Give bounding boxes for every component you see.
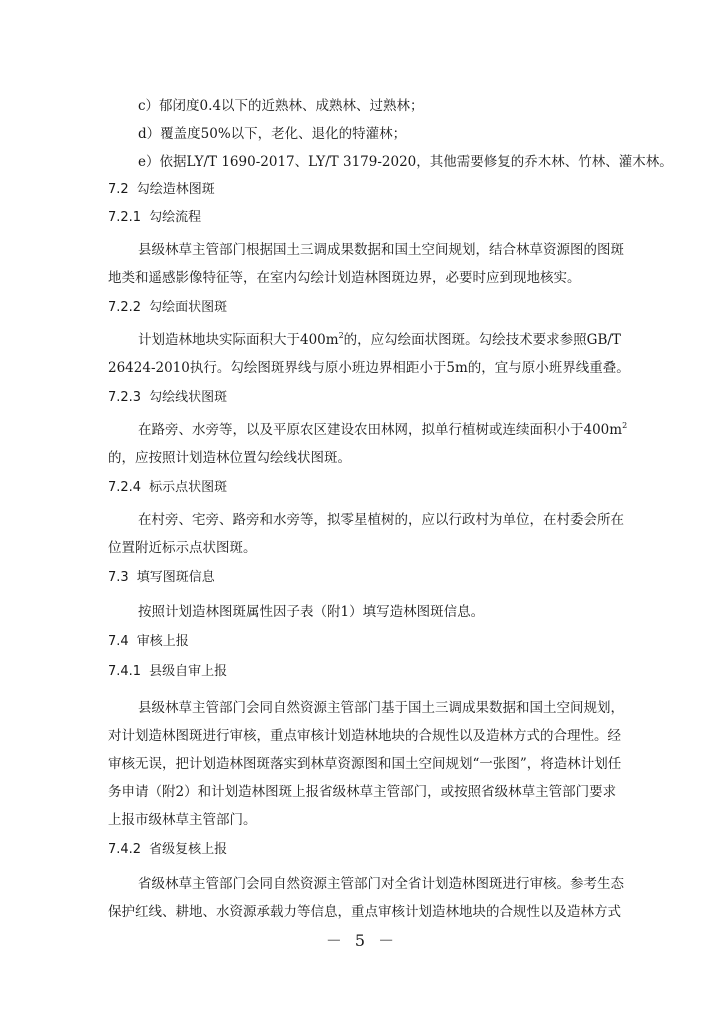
- paragraph-line: 计划造林地块实际面积大于$400m^2$的，应勾绘面状图斑。勾绘技术要求参照GB/T: [138, 331, 621, 348]
- paragraph-line: 省级林草主管部门会同自然资源主管部门对全省计划造林图斑进行审核。参考生态: [138, 876, 624, 892]
- section-number: 7.2.4: [108, 480, 142, 495]
- section-heading-7-4-1: [108, 662, 227, 682]
- section-number: 7.2.1: [108, 210, 142, 225]
- list-item-d: d）覆盖度50%以下，老化、退化的特灌林；: [138, 126, 407, 142]
- section-heading-7-2-1: [108, 208, 201, 228]
- paragraph-line: 保护红线、耕地、水资源承载力等信息，重点审核计划造林地块的合规性以及造林方式: [108, 904, 621, 920]
- section-heading-7-4: [108, 632, 189, 652]
- page-number: － 5 －: [325, 931, 399, 950]
- section-number: 7.4.1: [108, 664, 142, 679]
- section-title: 审核上报: [136, 634, 189, 649]
- section-title: 勾绘面状图斑: [149, 300, 228, 315]
- list-item-c: c）郁闭度0.4以下的近熟林、成熟林、过熟林；: [138, 98, 424, 114]
- section-number: 7.2: [108, 182, 129, 197]
- paragraph-line: 26424-2010执行。勾绘图斑界线与原小班边界相距小于5m的，宜与原小班界线重叠。: [108, 360, 630, 376]
- paragraph-line: 审核无误，把计划造林图斑落实到林草资源图和国土空间规划“一张图”，将造林计划任: [108, 756, 622, 772]
- section-title: 县级自审上报: [149, 664, 228, 679]
- superscript: 2: [622, 421, 628, 430]
- paragraph-line: 县级林草主管部门根据国土三调成果数据和国土空间规划，结合林草资源图的图斑: [138, 242, 624, 258]
- section-heading-7-2-2: [108, 298, 227, 318]
- section-title: 勾绘线状图斑: [149, 390, 228, 405]
- section-heading-7-4-2: [108, 840, 227, 860]
- paragraph-line: 在村旁、宅旁、路旁和水旁等，拟零星植树的，应以行政村为单位，在村委会所在: [138, 512, 624, 528]
- section-title: 标示点状图斑: [149, 480, 228, 495]
- section-heading-7-2-3: [108, 388, 227, 408]
- section-number: 7.2.3: [108, 390, 142, 405]
- section-number: 7.4.2: [108, 842, 142, 857]
- paragraph-line: 位置附近标示点状图斑。: [108, 540, 257, 556]
- paragraph-line: 上报市级林草主管部门。: [108, 812, 257, 828]
- paragraph-line: 对计划造林图斑进行审核，重点审核计划造林地块的合规性以及造林方式的合理性。经: [108, 728, 621, 744]
- section-number: 7.4: [108, 634, 129, 649]
- section-heading-7-2-4: [108, 478, 227, 498]
- paragraph-line: 在路旁、水旁等，以及平原农区建设农田林网，拟单行植树或连续面积小于$400m^2$: [138, 421, 628, 438]
- section-title: 省级复核上报: [149, 842, 228, 857]
- section-title: 勾绘流程: [149, 210, 202, 225]
- section-number: 7.3: [108, 570, 129, 585]
- paragraph-line: 按照计划造林图斑属性因子表（附1）填写造林图斑信息。: [138, 604, 485, 620]
- paragraph-line: 的，应按照计划造林位置勾绘线状图斑。: [108, 450, 351, 466]
- list-item-e: e）依据LY/T 1690-2017、LY/T 3179-2020，其他需要修复的乔木林、竹林、灌木林。: [138, 154, 673, 170]
- paragraph-line: 县级林草主管部门会同自然资源主管部门基于国土三调成果数据和国土空间规划，: [138, 700, 624, 716]
- paragraph-line: 地类和遥感影像特征等，在室内勾绘计划造林图斑边界，必要时应到现地核实。: [108, 270, 581, 286]
- section-title: 填写图斑信息: [136, 570, 215, 585]
- section-heading-7-2: [108, 180, 215, 200]
- paragraph-line: 务申请（附2）和计划造林图斑上报省级林草主管部门，或按照省级林草主管部门要求: [108, 784, 617, 800]
- section-number: 7.2.2: [108, 300, 142, 315]
- section-heading-7-3: [108, 568, 215, 588]
- superscript: 2: [338, 331, 344, 340]
- section-title: 勾绘造林图斑: [136, 182, 215, 197]
